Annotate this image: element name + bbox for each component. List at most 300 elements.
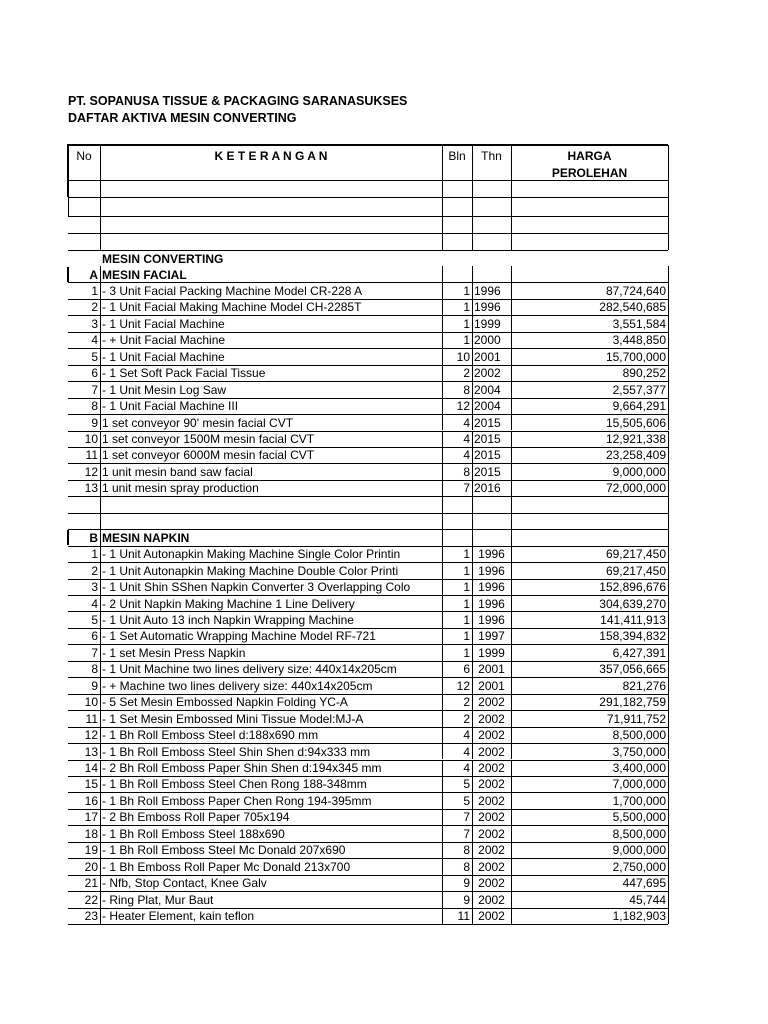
column-divider	[668, 825, 669, 841]
row-description: - 5 Set Mesin Embossed Napkin Folding YC-A	[102, 695, 348, 710]
row-description: 1 unit mesin band saw facial	[102, 464, 253, 479]
column-divider	[472, 332, 473, 348]
column-divider	[100, 694, 101, 710]
row-price: 8,500,000	[612, 826, 666, 841]
column-divider	[511, 595, 512, 611]
column-divider	[472, 776, 473, 792]
row-number: 14	[84, 761, 98, 775]
row-month: 10	[456, 349, 470, 364]
row-description: 1 set conveyor 6000M mesin facial CVT	[102, 448, 315, 463]
row-year: 1996	[474, 283, 501, 298]
row-description: - 1 set Mesin Press Napkin	[102, 645, 246, 660]
column-divider	[511, 792, 512, 808]
column-divider	[442, 579, 443, 595]
column-divider	[668, 513, 669, 529]
column-divider	[442, 661, 443, 677]
column-divider	[668, 792, 669, 808]
column-divider	[472, 644, 473, 660]
column-divider	[442, 825, 443, 841]
row-number: 13	[84, 744, 98, 759]
column-divider	[442, 365, 443, 381]
row-year: 2004	[474, 382, 501, 397]
column-divider	[100, 299, 101, 315]
column-divider	[472, 694, 473, 710]
column-divider	[668, 875, 669, 891]
column-divider	[511, 299, 512, 315]
row-number: 11	[85, 448, 98, 463]
column-divider	[100, 398, 101, 414]
column-divider	[100, 546, 101, 562]
row-year: 2002	[478, 761, 505, 775]
column-divider	[511, 332, 512, 348]
row-number: 2	[91, 300, 98, 315]
column-divider	[668, 546, 669, 562]
row-price: 15,505,606	[605, 415, 666, 430]
column-divider	[668, 579, 669, 595]
column-divider	[100, 611, 101, 627]
row-number: 17	[84, 810, 98, 825]
row-number: 6	[91, 629, 98, 644]
row-price: 447,695	[622, 876, 666, 891]
header-top-border	[68, 144, 668, 146]
row-month: 2	[463, 695, 470, 710]
row-month: 1	[463, 629, 470, 644]
column-divider	[668, 776, 669, 792]
row-month: 1	[463, 563, 470, 578]
row-number: 22	[84, 892, 98, 907]
row-month: 4	[463, 744, 470, 759]
header-perolehan: PEROLEHAN	[551, 165, 628, 180]
row-year: 2015	[474, 415, 501, 430]
column-divider	[100, 760, 101, 776]
column-divider	[472, 677, 473, 693]
column-divider	[472, 180, 473, 197]
row-description: - 2 Bh Roll Emboss Paper Shin Shen d:194x345 mm	[102, 761, 382, 775]
column-divider	[668, 809, 669, 825]
column-divider	[472, 299, 473, 315]
row-month: 7	[463, 481, 470, 496]
column-divider	[100, 233, 101, 250]
row-price: 69,217,450	[605, 547, 666, 562]
column-divider	[472, 233, 473, 250]
column-divider	[100, 579, 101, 595]
column-divider	[511, 414, 512, 430]
row-price: 141,411,913	[600, 612, 666, 627]
column-divider	[442, 842, 443, 858]
column-divider	[668, 216, 669, 233]
column-divider	[442, 398, 443, 414]
column-divider	[668, 315, 669, 331]
column-divider	[668, 398, 669, 414]
row-month: 1	[463, 645, 470, 660]
row-price: 3,400,000	[612, 761, 666, 775]
column-divider	[442, 809, 443, 825]
row-year: 2016	[474, 481, 501, 496]
row-price: 87,724,640	[605, 283, 666, 298]
column-divider	[668, 447, 669, 463]
row-description: - 1 Bh Emboss Roll Paper Mc Donald 213x700	[102, 859, 351, 874]
column-divider	[100, 644, 101, 660]
row-year: 2001	[478, 678, 505, 693]
row-year: 1999	[474, 316, 501, 331]
row-price: 3,750,000	[612, 744, 666, 759]
row-description: - 2 Unit Napkin Making Machine 1 Line Delivery	[102, 596, 355, 611]
column-divider	[442, 381, 443, 397]
column-divider	[668, 145, 669, 180]
row-year: 1997	[478, 629, 505, 644]
column-divider	[472, 398, 473, 414]
column-divider	[511, 496, 512, 512]
column-divider	[511, 513, 512, 529]
column-divider	[668, 282, 669, 298]
row-price: 5,500,000	[612, 810, 666, 825]
row-price: 357,056,665	[599, 662, 666, 677]
row-number: 7	[91, 382, 98, 397]
column-divider	[668, 529, 669, 545]
column-divider	[668, 463, 669, 479]
column-divider	[511, 743, 512, 759]
row-price: 71,911,752	[606, 711, 666, 726]
section-b-title: MESIN NAPKIN	[102, 530, 190, 545]
column-divider	[100, 842, 101, 858]
column-divider	[511, 891, 512, 907]
column-divider	[472, 562, 473, 578]
row-description: - 1 Set Mesin Embossed Mini Tissue Model:MJ-A	[102, 711, 364, 726]
column-divider	[472, 760, 473, 776]
column-divider	[511, 447, 512, 463]
column-divider	[442, 299, 443, 315]
column-divider	[511, 431, 512, 447]
row-number: 21	[84, 876, 98, 891]
row-number: 10	[84, 432, 98, 446]
column-divider	[472, 197, 473, 216]
column-divider	[68, 197, 69, 216]
section-a-title: MESIN FACIAL	[102, 267, 187, 282]
column-divider	[511, 776, 512, 792]
header-bottom-border	[68, 180, 668, 181]
column-divider	[668, 842, 669, 858]
row-year: 1996	[478, 596, 505, 611]
row-description: - 1 Bh Roll Emboss Steel Chen Rong 188-348mm	[102, 777, 367, 792]
column-divider	[511, 710, 512, 726]
column-divider	[442, 480, 443, 496]
column-divider	[668, 233, 669, 250]
column-divider	[472, 710, 473, 726]
row-month: 9	[463, 892, 470, 907]
row-price: 15,700,000	[605, 349, 666, 364]
row-number: 3	[91, 580, 98, 595]
column-divider	[100, 628, 101, 644]
company-title: PT. SOPANUSA TISSUE & PACKAGING SARANASUKSES	[68, 94, 408, 108]
column-divider	[442, 776, 443, 792]
column-divider	[442, 694, 443, 710]
row-price: 6,427,391	[612, 645, 666, 660]
column-divider	[442, 875, 443, 891]
column-divider	[442, 611, 443, 627]
column-divider	[668, 611, 669, 627]
row-year: 1996	[478, 547, 505, 562]
row-description: - 1 Unit Shin SShen Napkin Converter 3 Overlapping Colo	[102, 580, 411, 595]
row-number: 5	[91, 612, 98, 627]
column-divider	[668, 661, 669, 677]
row-month: 4	[463, 728, 470, 743]
column-divider	[100, 180, 101, 197]
column-divider	[472, 875, 473, 891]
row-month: 8	[463, 843, 470, 858]
row-year: 2002	[478, 892, 505, 907]
column-divider	[472, 891, 473, 907]
row-price: 3,448,850	[612, 333, 666, 348]
column-divider	[442, 677, 443, 693]
row-month: 2	[463, 366, 470, 381]
column-divider	[442, 743, 443, 759]
row-number: 4	[91, 333, 98, 348]
row-month: 8	[463, 859, 470, 874]
column-divider	[442, 216, 443, 233]
column-divider	[442, 908, 443, 924]
row-month: 12	[456, 678, 470, 693]
column-divider	[668, 644, 669, 660]
column-divider	[668, 197, 669, 216]
column-divider	[472, 414, 473, 430]
column-divider	[668, 710, 669, 726]
row-year: 2001	[474, 349, 501, 364]
section-b-letter: B	[89, 530, 98, 545]
header-no: No	[76, 148, 92, 163]
row-description: - 1 Unit Mesin Log Saw	[102, 382, 227, 397]
row-price: 9,000,000	[612, 464, 666, 479]
row-price: 821,276	[622, 678, 666, 693]
row-number: 4	[91, 596, 98, 611]
column-divider	[442, 180, 443, 197]
column-divider	[472, 611, 473, 627]
column-divider	[442, 463, 443, 479]
row-number: 2	[91, 563, 98, 578]
column-divider	[100, 710, 101, 726]
column-divider	[442, 727, 443, 743]
row-description: - 1 Unit Facial Making Machine Model CH-2285T	[102, 300, 362, 315]
row-month: 4	[463, 761, 470, 775]
column-divider	[442, 760, 443, 776]
column-divider	[100, 677, 101, 693]
row-year: 2000	[474, 333, 501, 348]
row-description: 1 unit mesin spray production	[102, 481, 259, 496]
row-price: 45,744	[629, 892, 666, 907]
column-divider	[472, 480, 473, 496]
column-divider	[668, 908, 669, 924]
column-divider	[472, 315, 473, 331]
row-year: 2002	[478, 876, 505, 891]
row-divider	[68, 513, 668, 514]
column-divider	[472, 381, 473, 397]
row-year: 2002	[474, 366, 501, 381]
row-description: - Heater Element, kain teflon	[102, 909, 255, 924]
row-description: - 1 Unit Autonapkin Making Machine Single Color Printin	[102, 547, 401, 562]
column-divider	[100, 908, 101, 924]
section-heading: MESIN CONVERTING	[102, 251, 224, 266]
row-month: 7	[463, 810, 470, 825]
row-description: - + Machine two lines delivery size: 440x14x205cm	[102, 678, 373, 693]
row-number: 10	[84, 695, 98, 710]
column-divider	[668, 381, 669, 397]
row-description: - + Unit Facial Machine	[102, 333, 226, 348]
row-price: 8,500,000	[612, 728, 666, 743]
row-number: 18	[84, 826, 98, 841]
column-divider	[442, 414, 443, 430]
row-number: 13	[84, 481, 98, 496]
column-divider	[668, 332, 669, 348]
column-divider	[668, 891, 669, 907]
column-divider	[442, 644, 443, 660]
column-divider	[511, 282, 512, 298]
column-divider	[100, 891, 101, 907]
row-number: 1	[91, 547, 98, 562]
row-number: 9	[91, 415, 98, 430]
column-divider	[511, 365, 512, 381]
row-year: 1996	[478, 563, 505, 578]
column-divider	[511, 908, 512, 924]
column-divider	[511, 180, 512, 197]
row-month: 1	[463, 300, 470, 315]
column-divider	[511, 760, 512, 776]
row-number: 20	[84, 859, 98, 874]
row-divider	[68, 233, 668, 234]
row-description: - 1 Unit Facial Machine	[102, 349, 225, 364]
column-divider	[472, 661, 473, 677]
row-month: 1	[463, 283, 470, 298]
table-row	[68, 496, 668, 497]
column-divider	[472, 792, 473, 808]
row-year: 1996	[478, 580, 505, 595]
row-price: 158,394,832	[599, 629, 666, 644]
column-divider	[68, 180, 69, 197]
row-description: - 1 Bh Roll Emboss Steel Mc Donald 207x690	[102, 843, 346, 858]
row-number: 5	[91, 349, 98, 364]
column-divider	[511, 644, 512, 660]
column-divider	[100, 480, 101, 496]
row-price: 1,700,000	[612, 793, 666, 808]
column-divider	[442, 792, 443, 808]
column-divider	[668, 299, 669, 315]
row-month: 4	[463, 448, 470, 463]
column-divider	[100, 216, 101, 233]
column-divider	[511, 825, 512, 841]
column-divider	[668, 480, 669, 496]
row-year: 2002	[478, 826, 505, 841]
column-divider	[100, 381, 101, 397]
column-divider	[442, 315, 443, 331]
column-divider	[100, 431, 101, 447]
column-divider	[511, 562, 512, 578]
document-title: DAFTAR AKTIVA MESIN CONVERTING	[68, 111, 297, 125]
column-divider	[100, 315, 101, 331]
row-month: 11	[457, 909, 470, 924]
row-description: - 3 Unit Facial Packing Machine Model CR-228 A	[102, 283, 363, 298]
column-divider	[668, 694, 669, 710]
column-divider	[472, 365, 473, 381]
row-year: 2002	[478, 777, 505, 792]
section-marker-b	[67, 530, 69, 545]
column-divider	[511, 463, 512, 479]
row-number: 12	[84, 728, 98, 743]
column-divider	[442, 447, 443, 463]
column-divider	[100, 875, 101, 891]
column-divider	[442, 431, 443, 447]
row-number: 23	[84, 909, 98, 924]
column-divider	[100, 348, 101, 364]
column-divider	[442, 891, 443, 907]
row-month: 2	[463, 711, 470, 726]
row-year: 2002	[478, 728, 505, 743]
row-month: 1	[463, 316, 470, 331]
row-year: 1996	[478, 612, 505, 627]
table-row	[68, 924, 668, 925]
column-divider	[442, 496, 443, 512]
row-number: 8	[91, 662, 98, 677]
column-divider	[442, 282, 443, 298]
row-year: 2002	[478, 859, 505, 874]
column-divider	[100, 727, 101, 743]
column-divider	[100, 463, 101, 479]
column-divider	[472, 908, 473, 924]
column-divider	[668, 727, 669, 743]
row-month: 8	[463, 464, 470, 479]
row-price: 69,217,450	[605, 563, 666, 578]
row-year: 2002	[478, 711, 505, 726]
row-description: - 1 Unit Machine two lines delivery size: 440x14x205cm	[102, 662, 397, 677]
row-number: 9	[91, 678, 98, 693]
column-divider	[511, 694, 512, 710]
row-number: 6	[91, 366, 98, 381]
column-divider	[511, 266, 512, 282]
column-divider	[668, 858, 669, 874]
row-price: 2,557,377	[612, 382, 666, 397]
header-thn: Thn	[481, 148, 502, 163]
column-divider	[472, 266, 473, 282]
column-divider	[100, 743, 101, 759]
column-divider	[511, 611, 512, 627]
column-divider	[668, 266, 669, 282]
row-description: - 1 Set Soft Pack Facial Tissue	[102, 366, 266, 381]
row-month: 1	[463, 596, 470, 611]
column-divider	[100, 266, 101, 282]
row-month: 4	[463, 432, 470, 446]
row-year: 1996	[474, 300, 501, 315]
column-divider	[442, 332, 443, 348]
row-description: - 1 Unit Facial Machine	[102, 316, 225, 331]
column-divider	[668, 743, 669, 759]
column-divider	[511, 661, 512, 677]
row-month: 12	[456, 399, 470, 414]
column-divider	[511, 216, 512, 233]
column-divider	[100, 776, 101, 792]
row-description: - 1 Bh Roll Emboss Steel d:188x690 mm	[102, 728, 319, 743]
column-divider	[472, 431, 473, 447]
column-divider	[100, 197, 101, 216]
column-divider	[100, 595, 101, 611]
column-divider	[442, 546, 443, 562]
column-divider	[442, 710, 443, 726]
row-year: 2015	[474, 432, 501, 446]
column-divider	[668, 414, 669, 430]
column-divider	[100, 513, 101, 529]
column-divider	[472, 145, 473, 180]
row-year: 2002	[478, 909, 505, 924]
column-divider	[472, 216, 473, 233]
column-divider	[472, 579, 473, 595]
column-divider	[100, 496, 101, 512]
column-divider	[472, 825, 473, 841]
